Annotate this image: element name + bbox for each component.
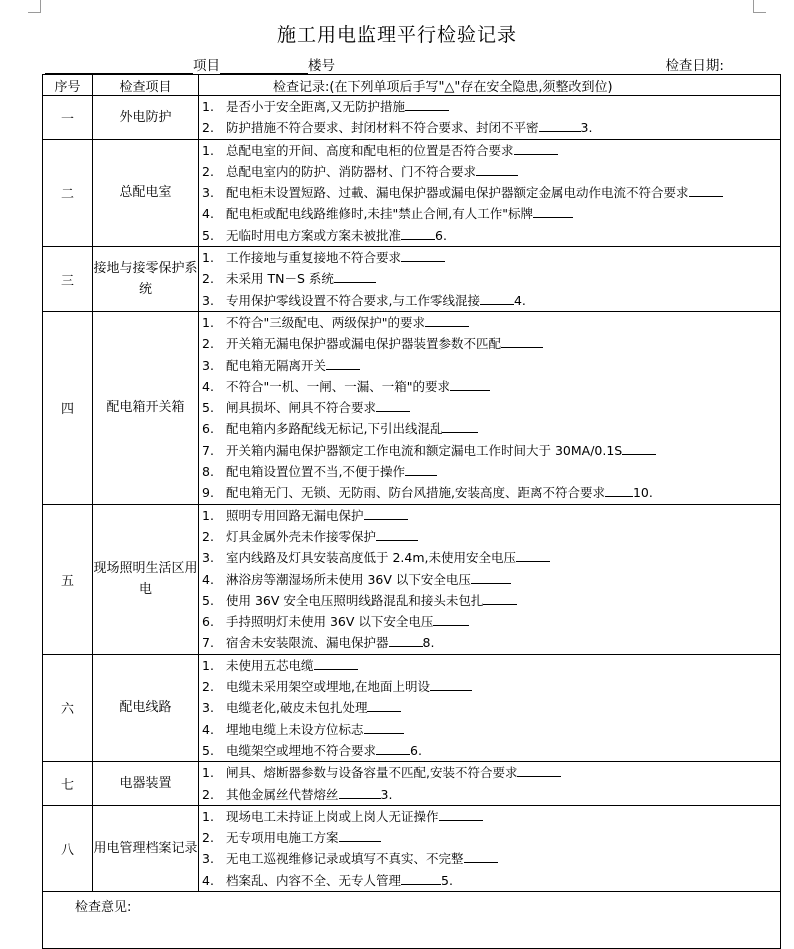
entry-text: 不符合"一机、一闸、一漏、一箱"的要求: [226, 378, 450, 394]
entry-next-number: 3.: [380, 786, 393, 802]
table-row: [43, 96, 781, 140]
entry-text-wrap: [226, 719, 780, 740]
check-entry: [199, 505, 780, 526]
entry-number: 8.: [202, 464, 214, 480]
header-check-record: 检查记录:(在下列单项后手写"△"存在安全隐患,须整改到位): [199, 75, 781, 96]
entry-text-wrap: [226, 740, 780, 761]
entry-mark-blank[interactable]: [405, 97, 449, 111]
row-check-records: [199, 805, 781, 891]
entry-text-wrap: [226, 225, 780, 246]
entry-mark-blank[interactable]: [401, 248, 445, 262]
row-check-item: 现场照明生活区用电: [93, 504, 199, 654]
entry-text: 总配电室的开间、高度和配电柜的位置是否符合要求: [226, 142, 514, 158]
entry-mark-blank[interactable]: [514, 141, 558, 155]
entry-number: 3.: [202, 357, 214, 373]
table-header-row: [43, 75, 781, 96]
check-entry: [199, 827, 780, 848]
header-info-line: [45, 54, 780, 74]
entry-mark-blank[interactable]: [605, 483, 633, 497]
entry-text-wrap: [226, 96, 780, 117]
check-entry: [199, 440, 780, 461]
check-entry: [199, 355, 780, 376]
check-entry: [199, 655, 780, 676]
entry-text: 开关箱无漏电保护器或漏电保护器装置参数不匹配: [226, 336, 502, 352]
header-check-item: 检查项目: [93, 75, 199, 96]
entry-text: 未采用 TN－S 系统: [226, 271, 334, 287]
entry-text: 防护措施不符合要求、封闭材料不符合要求、封闭不平密: [226, 120, 539, 136]
entry-number: 3.: [202, 700, 214, 716]
entry-mark-blank[interactable]: [367, 698, 401, 712]
row-serial-no: 七: [43, 762, 93, 806]
building-label: 楼号: [308, 58, 335, 74]
entry-text: 电缆架空或埋地不符合要求: [226, 742, 377, 758]
check-entry: [199, 848, 780, 869]
entry-mark-blank[interactable]: [401, 226, 435, 240]
entry-mark-blank[interactable]: [425, 313, 469, 327]
row-check-item: 外电防护: [93, 96, 199, 140]
table-row: [43, 762, 781, 806]
check-entry: [199, 482, 780, 503]
entry-text: 埋地电缆上未设方位标志: [226, 721, 364, 737]
entry-mark-blank[interactable]: [533, 204, 573, 218]
entry-mark-blank[interactable]: [401, 871, 441, 885]
entry-text: 未使用五芯电缆: [226, 657, 314, 673]
table-row: [43, 247, 781, 312]
entry-number: 9.: [202, 485, 214, 501]
check-entry: [199, 569, 780, 590]
entry-text-wrap: [226, 333, 780, 354]
row-check-records: [199, 762, 781, 806]
project-label: 项目: [193, 58, 220, 74]
entry-text-wrap: [226, 590, 780, 611]
entry-number: 4.: [202, 571, 214, 587]
row-serial-no: 四: [43, 311, 93, 504]
entry-text-wrap: [226, 161, 780, 182]
entry-number: 1.: [202, 250, 214, 266]
page-corner-mark-left: [28, 0, 41, 13]
row-check-item: 总配电室: [93, 139, 199, 246]
entry-text: 配电箱无隔离开关: [226, 357, 327, 373]
row-check-item: 接地与接零保护系统: [93, 247, 199, 312]
entry-number: 3.: [202, 550, 214, 566]
row-check-records: [199, 247, 781, 312]
entry-text-wrap: [226, 247, 780, 268]
entry-text-wrap: [226, 569, 780, 590]
entry-number: 2.: [202, 336, 214, 352]
check-entry: [199, 117, 780, 138]
entry-text-wrap: [226, 290, 780, 311]
entry-mark-blank[interactable]: [339, 828, 381, 842]
entry-number: 7.: [202, 442, 214, 458]
entry-text-wrap: [226, 117, 780, 138]
check-entry: [199, 161, 780, 182]
entry-number: 2.: [202, 120, 214, 136]
entry-text-wrap: [226, 505, 780, 526]
table-row: [43, 311, 781, 504]
entry-mark-blank[interactable]: [364, 720, 404, 734]
entry-text: 灯具金属外壳未作接零保护: [226, 528, 377, 544]
table-row: [43, 139, 781, 246]
entry-mark-blank[interactable]: [376, 741, 410, 755]
entry-text-wrap: [226, 140, 780, 161]
inspection-date-label: 检查日期:: [665, 58, 724, 74]
entry-next-number: 4.: [513, 292, 526, 308]
entry-text-wrap: [226, 355, 780, 376]
entry-text: 使用 36V 安全电压照明线路混乱和接头未包扎: [226, 592, 484, 608]
entry-next-number: 6.: [410, 742, 422, 758]
entry-number: 4.: [202, 872, 214, 888]
entry-mark-blank[interactable]: [364, 506, 408, 520]
check-entry: [199, 290, 780, 311]
row-check-records: [199, 139, 781, 246]
entry-number: 1.: [202, 657, 214, 673]
building-blank[interactable]: [220, 58, 308, 74]
entry-number: 4.: [202, 206, 214, 222]
entry-text: 无临时用电方案或方案未被批准: [226, 227, 402, 243]
entry-number: 2.: [202, 271, 214, 287]
entry-text-wrap: [226, 547, 780, 568]
row-check-item: 电器装置: [93, 762, 199, 806]
entry-mark-blank[interactable]: [622, 441, 656, 455]
entry-text-wrap: [226, 482, 780, 503]
entry-text-wrap: [226, 418, 780, 439]
entry-number: 1.: [202, 765, 214, 781]
check-entry: [199, 268, 780, 289]
check-entry: [199, 526, 780, 547]
entry-text-wrap: [226, 870, 780, 891]
entry-mark-blank[interactable]: [483, 591, 517, 605]
entry-number: 3.: [202, 851, 214, 867]
entry-number: 4.: [202, 721, 214, 737]
entry-next-number: 10.: [632, 485, 653, 501]
entry-number: 1.: [202, 142, 214, 158]
entry-text: 总配电室内的防护、消防器材、门不符合要求: [226, 163, 477, 179]
entry-mark-blank[interactable]: [334, 269, 376, 283]
check-entry: [199, 418, 780, 439]
check-entry: [199, 784, 780, 805]
entry-text: 不符合"三级配电、两级保护"的要求: [226, 314, 425, 330]
entry-text: 照明专用回路无漏电保护: [226, 507, 364, 523]
entry-mark-blank[interactable]: [430, 677, 472, 691]
entry-text-wrap: [226, 827, 780, 848]
entry-number: 2.: [202, 830, 214, 846]
check-entry: [199, 590, 780, 611]
entry-text-wrap: [226, 784, 780, 805]
check-entry: [199, 96, 780, 117]
entry-mark-blank[interactable]: [539, 118, 581, 132]
entry-text: 专用保护零线设置不符合要求,与工作零线混接: [226, 292, 480, 308]
entry-text: 宿舍未安装限流、漏电保护器: [226, 635, 389, 651]
entry-text: 是否小于安全距离,又无防护措施: [226, 99, 405, 114]
row-check-records: [199, 504, 781, 654]
document-title: 施工用电监理平行检验记录: [276, 24, 517, 46]
row-check-records: [199, 311, 781, 504]
entry-number: 3.: [202, 185, 214, 201]
entry-number: 1.: [202, 507, 214, 523]
check-entry: [199, 676, 780, 697]
check-entry: [199, 632, 780, 653]
entry-mark-blank[interactable]: [376, 398, 410, 412]
entry-number: 6.: [202, 421, 214, 437]
check-entry: [199, 397, 780, 418]
entry-text: 档案乱、内容不全、无专人管理: [226, 872, 402, 888]
row-serial-no: 二: [43, 139, 93, 246]
entry-text-wrap: [226, 182, 780, 203]
row-serial-no: 三: [43, 247, 93, 312]
entry-text-wrap: [226, 848, 780, 869]
entry-number: 7.: [202, 635, 214, 651]
entry-mark-blank[interactable]: [450, 377, 490, 391]
entry-text: 配电箱无门、无锁、无防雨、防台风措施,安装高度、距离不符合要求: [226, 485, 605, 501]
entry-number: 1.: [202, 808, 214, 824]
row-check-records: [199, 654, 781, 761]
entry-mark-blank[interactable]: [442, 419, 478, 433]
entry-number: 6.: [202, 614, 214, 630]
entry-next-number: 8.: [422, 635, 435, 651]
entry-text-wrap: [226, 440, 780, 461]
entry-mark-blank[interactable]: [516, 548, 550, 562]
check-entry: [199, 333, 780, 354]
entry-text: 无电工巡视维修记录或填写不真实、不完整: [226, 851, 464, 867]
row-serial-no: 一: [43, 96, 93, 140]
entry-text: 配电柜或配电线路维修时,未挂"禁止合闸,有人工作"标牌: [226, 206, 533, 222]
entry-number: 2.: [202, 528, 214, 544]
row-check-item: 配电箱开关箱: [93, 311, 199, 504]
entry-mark-blank[interactable]: [480, 291, 514, 305]
entry-text-wrap: [226, 312, 780, 333]
entry-text-wrap: [226, 397, 780, 418]
check-entry: [199, 247, 780, 268]
entry-text-wrap: [226, 268, 780, 289]
entry-number: 3.: [202, 292, 214, 308]
entry-mark-blank[interactable]: [501, 334, 543, 348]
entry-text-wrap: [226, 806, 780, 827]
entry-text: 淋浴房等潮湿场所未使用 36V 以下安全电压: [226, 571, 471, 587]
row-serial-no: 八: [43, 805, 93, 891]
entry-mark-blank[interactable]: [314, 656, 358, 670]
entry-mark-blank[interactable]: [376, 527, 418, 541]
entry-text-wrap: [226, 632, 780, 653]
entry-text: 现场电工未持证上岗或上岗人无证操作: [226, 808, 439, 824]
entry-text: 配电箱内多路配线无标记,下引出线混乱: [226, 421, 443, 437]
entry-mark-blank[interactable]: [339, 785, 381, 799]
entry-text-wrap: [226, 461, 780, 482]
check-entry: [199, 740, 780, 761]
entry-text: 无专项用电施工方案: [226, 830, 339, 846]
check-entry: [199, 376, 780, 397]
check-entry: [199, 870, 780, 891]
entry-text-wrap: [226, 762, 780, 783]
table-row: [43, 805, 781, 891]
check-entry: [199, 806, 780, 827]
entry-mark-blank[interactable]: [439, 807, 483, 821]
entry-text-wrap: [226, 611, 780, 632]
entry-mark-blank[interactable]: [433, 612, 469, 626]
check-entry: [199, 697, 780, 718]
entry-text: 电缆未采用架空或埋地,在地面上明设: [226, 679, 430, 695]
entry-text: 其他金属丝代替熔丝: [226, 786, 339, 802]
entry-mark-blank[interactable]: [389, 633, 423, 647]
check-entry: [199, 140, 780, 161]
table-row: [43, 504, 781, 654]
entry-text: 手持照明灯未使用 36V 以下安全电压: [226, 614, 434, 630]
entry-text: 配电箱设置位置不当,不便于操作: [226, 464, 405, 480]
inspection-table: [42, 74, 781, 949]
entry-mark-blank[interactable]: [517, 763, 561, 777]
entry-mark-blank[interactable]: [405, 462, 437, 476]
inspection-opinion[interactable]: [43, 891, 781, 948]
check-entry: [199, 312, 780, 333]
entry-text: 开关箱内漏电保护器额定工作电流和额定漏电工作时间大于 30MA/0.1S: [226, 442, 623, 458]
entry-mark-blank[interactable]: [326, 356, 360, 370]
entry-text-wrap: [226, 526, 780, 547]
entry-number: 2.: [202, 786, 214, 802]
entry-text-wrap: [226, 655, 780, 676]
entry-mark-blank[interactable]: [476, 162, 518, 176]
opinion-label: 检查意见:: [75, 899, 132, 915]
entry-next-number: 3.: [580, 120, 593, 136]
entry-text: 电缆老化,破皮未包扎处理: [226, 700, 368, 716]
entry-text-wrap: [226, 676, 780, 697]
project-blank[interactable]: [45, 58, 193, 74]
entry-mark-blank[interactable]: [471, 570, 511, 584]
entry-number: 1.: [202, 314, 214, 330]
entry-mark-blank[interactable]: [689, 183, 723, 197]
check-entry: [199, 719, 780, 740]
entry-number: 5.: [202, 742, 214, 758]
entry-next-number: 5.: [441, 872, 453, 888]
entry-number: 5.: [202, 400, 214, 416]
entry-text: 闸具损坏、闸具不符合要求: [226, 400, 377, 416]
entry-number: 1.: [202, 99, 214, 114]
header-serial-no: 序号: [43, 75, 93, 96]
entry-mark-blank[interactable]: [464, 849, 498, 863]
check-entry: [199, 461, 780, 482]
entry-text-wrap: [226, 376, 780, 397]
entry-number: 5.: [202, 592, 214, 608]
table-body: [43, 96, 781, 892]
entry-number: 2.: [202, 163, 214, 179]
entry-text: 工作接地与重复接地不符合要求: [226, 250, 402, 266]
row-serial-no: 五: [43, 504, 93, 654]
row-check-item: 用电管理档案记录: [93, 805, 199, 891]
check-entry: [199, 547, 780, 568]
row-check-item: 配电线路: [93, 654, 199, 761]
entry-text-wrap: [226, 697, 780, 718]
row-check-records: [199, 96, 781, 140]
entry-number: 2.: [202, 679, 214, 695]
check-entry: [199, 203, 780, 224]
entry-text-wrap: [226, 203, 780, 224]
check-entry: [199, 225, 780, 246]
check-entry: [199, 762, 780, 783]
entry-text: 配电柜未设置短路、过載、漏电保护器或漏电保护器额定金属电动作电流不符合要求: [226, 185, 689, 201]
page-corner-mark-right: [753, 0, 766, 13]
entry-number: 4.: [202, 378, 214, 394]
check-entry: [199, 611, 780, 632]
row-serial-no: 六: [43, 654, 93, 761]
opinion-row: [43, 891, 781, 948]
entry-next-number: 6.: [435, 227, 447, 243]
entry-text: 闸具、熔断器参数与设备容量不匹配,安装不符合要求: [226, 765, 518, 781]
table-row: [43, 654, 781, 761]
check-entry: [199, 182, 780, 203]
entry-text: 室内线路及灯具安装高度低于 2.4m,未使用安全电压: [226, 550, 517, 566]
entry-number: 5.: [202, 227, 214, 243]
